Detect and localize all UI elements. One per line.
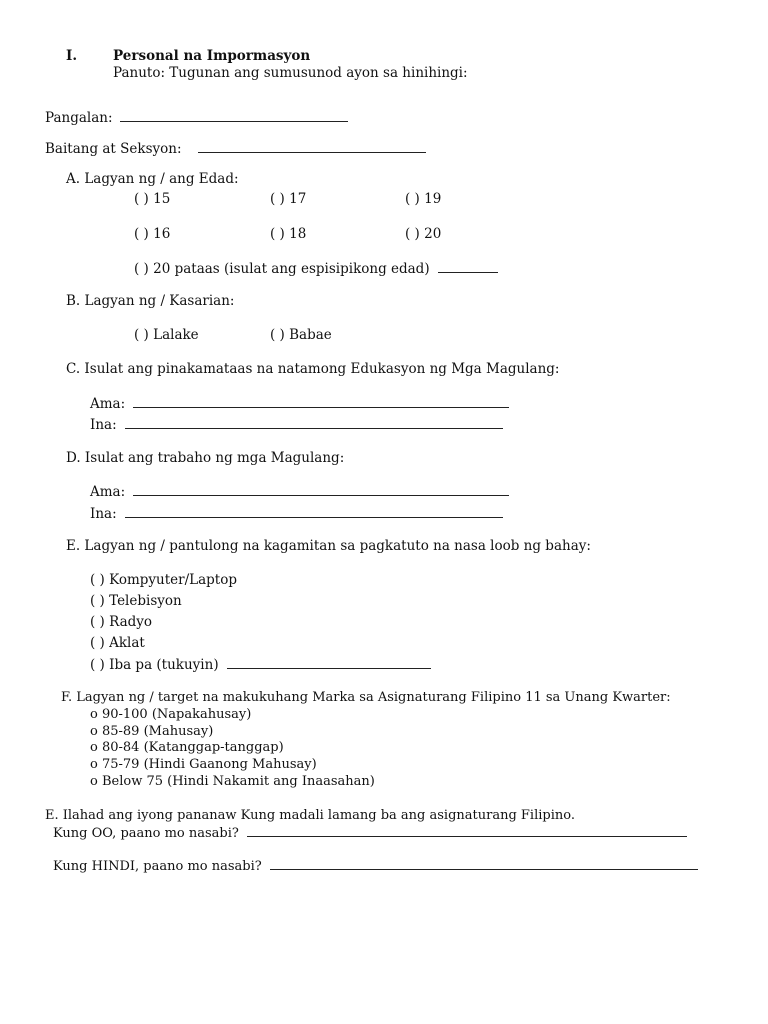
age-option-19[interactable]: ( ) 19 (405, 191, 442, 207)
opinion-no-field[interactable] (270, 857, 698, 870)
age-option-15[interactable]: ( ) 15 (134, 191, 171, 207)
education-father-row (90, 395, 509, 412)
opinion-no-label: Kung HINDI, paano mo nasabi? (53, 859, 262, 874)
sex-option-female[interactable]: ( ) Babae (270, 327, 332, 343)
target-grade-option-4[interactable]: o 75-79 (Hindi Gaanong Mahusay) (90, 757, 317, 772)
occupation-mother-field[interactable] (125, 505, 503, 518)
opinion-heading: E. Ilahad ang iyong pananaw Kung madali lamang ba ang asignaturang Filipino. (45, 808, 575, 823)
name-row (45, 109, 348, 126)
resource-other-field[interactable] (227, 656, 431, 669)
education-mother-field[interactable] (125, 416, 503, 429)
target-grade-option-5[interactable]: o Below 75 (Hindi Nakamit ang Inaasahan) (90, 774, 375, 789)
occupation-heading: D. Isulat ang trabaho ng mga Magulang: (66, 450, 345, 466)
grade-section-label: Baitang at Seksyon: (45, 141, 182, 157)
opinion-no-row (53, 857, 698, 875)
occupation-mother-row (90, 505, 503, 522)
resource-book[interactable]: ( ) Aklat (90, 635, 145, 651)
age-option-17[interactable]: ( ) 17 (270, 191, 307, 207)
name-label: Pangalan: (45, 110, 113, 126)
age-heading: A. Lagyan ng / ang Edad: (66, 171, 239, 187)
sex-option-male[interactable]: ( ) Lalake (134, 327, 199, 343)
section-title: Personal na Impormasyon (113, 48, 311, 64)
grade-section-row (45, 140, 426, 157)
occupation-father-label: Ama: (90, 484, 126, 500)
resource-other-row (90, 656, 431, 673)
resource-television[interactable]: ( ) Telebisyon (90, 593, 182, 609)
target-grade-option-1[interactable]: o 90-100 (Napakahusay) (90, 707, 252, 722)
sex-heading: B. Lagyan ng / Kasarian: (66, 293, 235, 309)
opinion-yes-field[interactable] (247, 824, 687, 837)
age-option-16[interactable]: ( ) 16 (134, 226, 171, 242)
opinion-yes-label: Kung OO, paano mo nasabi? (53, 826, 239, 841)
education-father-label: Ama: (90, 396, 126, 412)
section-numeral: I. (66, 48, 78, 64)
name-field[interactable] (120, 109, 348, 122)
resource-computer[interactable]: ( ) Kompyuter/Laptop (90, 572, 237, 588)
occupation-mother-label: Ina: (90, 506, 117, 522)
instructions: Panuto: Tugunan ang sumusunod ayon sa hinihingi: (113, 65, 468, 81)
target-grade-option-3[interactable]: o 80-84 (Katanggap-tanggap) (90, 740, 284, 755)
age-option-above[interactable]: ( ) 20 pataas (isulat ang espisipikong edad) (134, 261, 430, 277)
education-mother-row (90, 416, 503, 433)
education-father-field[interactable] (133, 395, 509, 408)
resource-radio[interactable]: ( ) Radyo (90, 614, 153, 630)
age-option-above-row (134, 260, 498, 277)
education-heading: C. Isulat ang pinakamataas na natamong Edukasyon ng Mga Magulang: (66, 361, 560, 377)
age-specific-field[interactable] (438, 260, 498, 273)
resources-heading: E. Lagyan ng / pantulong na kagamitan sa pagkatuto na nasa loob ng bahay: (66, 538, 591, 554)
education-mother-label: Ina: (90, 417, 117, 433)
grade-section-field[interactable] (198, 140, 426, 153)
opinion-yes-row (53, 824, 687, 842)
age-option-20[interactable]: ( ) 20 (405, 226, 442, 242)
resource-other[interactable]: ( ) Iba pa (tukuyin) (90, 657, 219, 673)
target-grade-heading: F. Lagyan ng / target na makukuhang Marka sa Asignaturang Filipino 11 sa Unang Kwarter: (61, 690, 671, 705)
age-option-18[interactable]: ( ) 18 (270, 226, 307, 242)
occupation-father-field[interactable] (133, 483, 509, 496)
target-grade-option-2[interactable]: o 85-89 (Mahusay) (90, 724, 214, 739)
occupation-father-row (90, 483, 509, 500)
